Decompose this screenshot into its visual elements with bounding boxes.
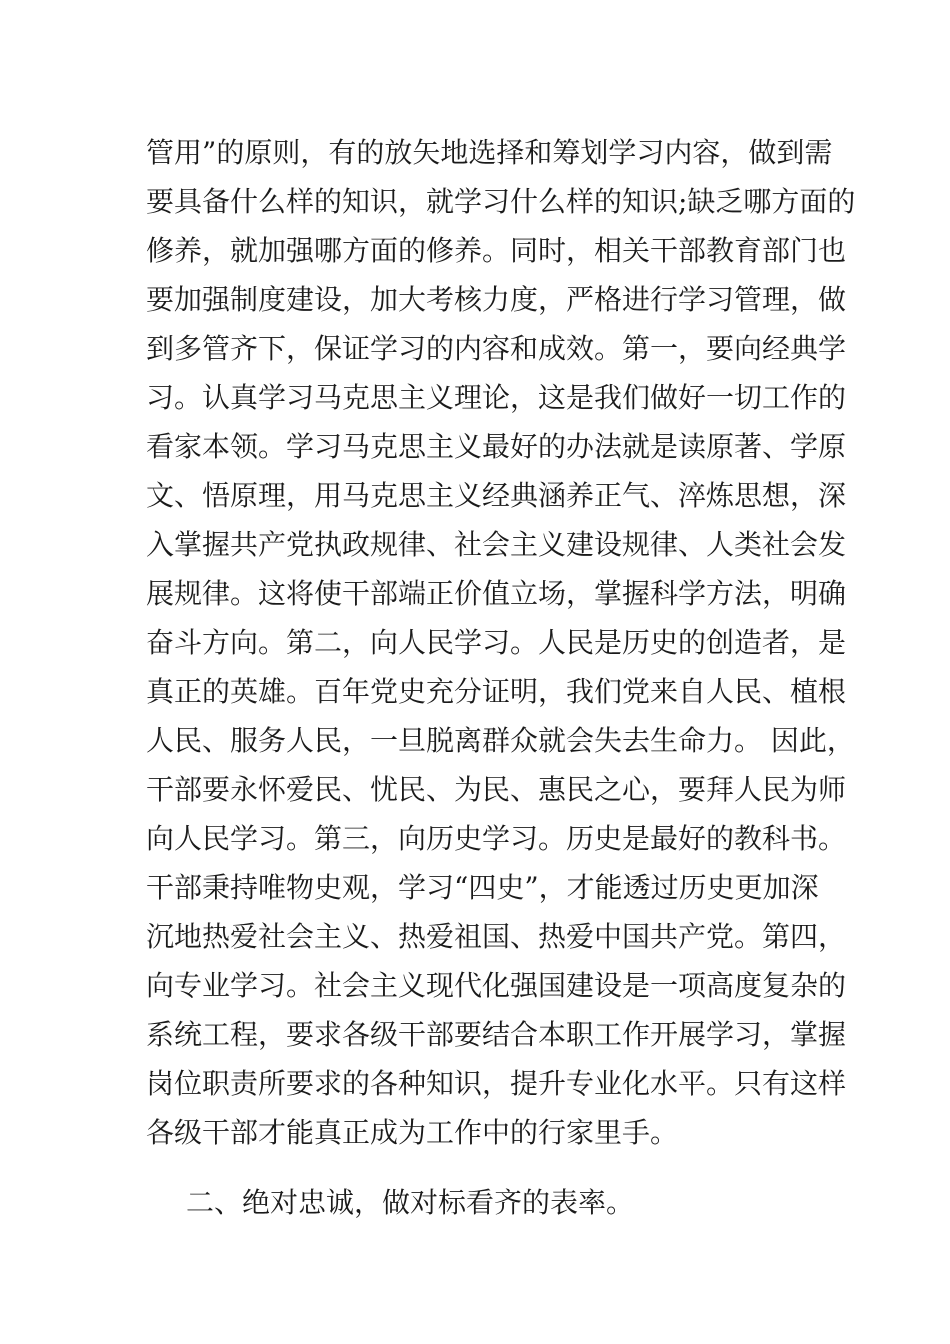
text-line: 岗位职责所要求的各种知识，提升专业化水平。只有这样 [146, 1067, 847, 1100]
text-line: 向人民学习。第三，向历史学习。历史是最好的教科书。 [146, 822, 847, 855]
text-line: 看家本领。学习马克思主义最好的办法就是读原著、学原 [146, 430, 847, 463]
text-line: 干部要永怀爱民、忧民、为民、惠民之心，要拜人民为师 [146, 773, 847, 806]
body-paragraph [146, 128, 856, 1157]
text-line: 干部秉持唯物史观，学习“四史”，才能透过历史更加深 [146, 871, 819, 904]
text-line: 要加强制度建设，加大考核力度，严格进行学习管理，做 [146, 283, 847, 316]
text-line: 沉地热爱社会主义、热爱祖国、热爱中国共产党。第四， [146, 920, 847, 953]
text-line: 人民、服务人民，一旦脱离群众就会失去生命力。 因此， [146, 724, 855, 757]
text-line: 管用”的原则，有的放矢地选择和筹划学习内容，做到需 [146, 136, 833, 169]
text-line: 向专业学习。社会主义现代化强国建设是一项高度复杂的 [146, 969, 847, 1002]
text-line: 习。认真学习马克思主义理论，这是我们做好一切工作的 [146, 381, 847, 414]
text-line: 展规律。这将使干部端正价值立场，掌握科学方法，明确 [146, 577, 847, 610]
text-line: 文、悟原理，用马克思主义经典涵养正气、淬炼思想，深 [146, 479, 847, 512]
section-heading: 二、绝对忠诚，做对标看齐的表率。 [186, 1186, 635, 1219]
text-line: 系统工程，要求各级干部要结合本职工作开展学习，掌握 [146, 1018, 847, 1051]
text-line: 真正的英雄。百年党史充分证明，我们党来自人民、植根 [146, 675, 847, 708]
text-line: 各级干部才能真正成为工作中的行家里手。 [146, 1116, 679, 1149]
text-line: 到多管齐下，保证学习的内容和成效。第一，要向经典学 [146, 332, 847, 365]
text-line: 修养，就加强哪方面的修养。同时，相关干部教育部门也 [146, 234, 847, 267]
text-line: 要具备什么样的知识，就学习什么样的知识;缺乏哪方面的 [146, 185, 856, 218]
text-line: 奋斗方向。第二，向人民学习。人民是历史的创造者，是 [146, 626, 847, 659]
text-line: 入掌握共产党执政规律、社会主义建设规律、人类社会发 [146, 528, 847, 561]
